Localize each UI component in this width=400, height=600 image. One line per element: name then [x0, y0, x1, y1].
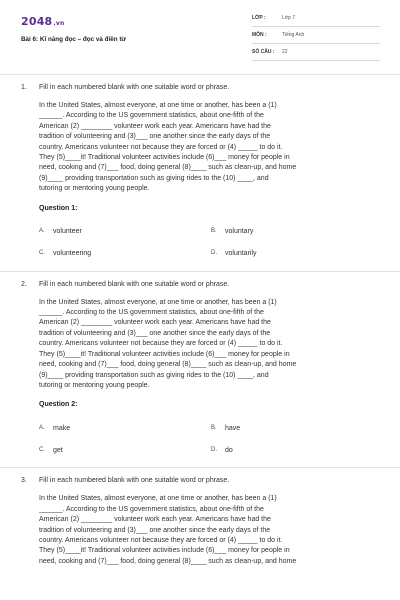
passage-line: country. Americans volunteer not because they are forced or (4) _____ to do it. [39, 143, 283, 151]
option-letter: B. [211, 424, 217, 431]
question-instruction: Fill in each numbered blank with one suitable word or phrase. [39, 280, 230, 288]
question-instruction: Fill in each numbered blank with one suitable word or phrase. [39, 477, 230, 485]
question-label: Question 2: [39, 401, 78, 409]
reading-passage [39, 494, 386, 567]
option-d[interactable] [211, 250, 383, 257]
question-number: 1. [21, 84, 27, 91]
option-text: do [225, 446, 233, 454]
meta-table [252, 10, 380, 61]
option-letter: C. [39, 250, 45, 257]
option-text: make [53, 424, 71, 432]
question-label: Question 1: [39, 204, 78, 212]
question-list [0, 75, 400, 567]
answer-options [39, 221, 386, 265]
passage-line: American (2) ________ volunteer work each year. Americans have had the [39, 319, 271, 327]
option-letter: A. [39, 228, 45, 235]
option-row [39, 439, 386, 461]
meta-key: LỚP : [252, 15, 266, 21]
option-row [39, 243, 386, 265]
passage-line: In the United States, almost everyone, at one time or another, has been a (1) [39, 495, 277, 503]
passage-line: They (5)____it! Traditional volunteer activities include (6)___ money for people in [39, 547, 290, 555]
passage-line: need, cooking and (7)___ food, doing general (8)____ such as clean-up, and home [39, 164, 297, 172]
answer-options [39, 417, 386, 461]
passage-line: tutoring or mentoring young people. [39, 381, 150, 389]
meta-value: 22 [282, 49, 288, 55]
reading-passage [39, 101, 386, 195]
passage-line: American (2) ________ volunteer work each year. Americans have had the [39, 516, 271, 524]
question-block [0, 280, 400, 462]
passage-line: tradition of volunteering and (3)___ one another since the early days of the [39, 526, 271, 534]
meta-row-subject [252, 27, 380, 44]
passage-line: country. Americans volunteer not because they are forced or (4) _____ to do it. [39, 340, 283, 348]
question-instruction: Fill in each numbered blank with one suitable word or phrase. [39, 84, 230, 91]
meta-key: SỐ CÂU : [252, 49, 275, 55]
meta-row-class [252, 10, 380, 27]
question-block [0, 476, 400, 567]
logo-tld: .vn [53, 20, 65, 27]
divider [0, 467, 400, 468]
meta-value: Lớp 7 [282, 15, 296, 21]
option-letter: D. [211, 446, 217, 453]
question-header [0, 476, 400, 486]
passage-line: They (5)____it! Traditional volunteer activities include (6)___ money for people in [39, 350, 290, 358]
option-text: volunteer [53, 228, 82, 236]
passage-line: tradition of volunteering and (3)___ one another since the early days of the [39, 133, 271, 141]
question-header [0, 280, 400, 290]
option-c[interactable] [39, 447, 211, 454]
reading-passage [39, 298, 386, 392]
option-text: have [225, 424, 241, 432]
option-letter: C. [39, 446, 45, 453]
option-text: voluntarily [225, 250, 257, 258]
passage-line: In the United States, almost everyone, at one time or another, has been a (1) [39, 102, 277, 109]
logo-main: 2048 [21, 15, 53, 28]
option-a[interactable] [39, 425, 211, 432]
passage-line: They (5)____it! Traditional volunteer activities include (6)___ money for people in [39, 154, 290, 162]
meta-row-count [252, 44, 380, 61]
question-block [0, 75, 400, 265]
passage-line: (9)____ providing transportation such as giving rides to the (10) ____, and [39, 174, 269, 182]
passage-line: American (2) ________ volunteer work each year. Americans have had the [39, 122, 271, 130]
option-text: voluntary [225, 228, 254, 236]
site-logo[interactable] [21, 15, 64, 28]
meta-value: Tiếng Anh [282, 32, 305, 38]
page-header [0, 0, 400, 75]
passage-line: ______. According to the US government statistics, about one-fifth of the [39, 112, 264, 120]
option-letter: A. [39, 424, 45, 431]
passage-line: tradition of volunteering and (3)___ one another since the early days of the [39, 329, 271, 337]
question-number: 3. [21, 477, 27, 485]
option-c[interactable] [39, 250, 211, 257]
lesson-title: Bài 6: Kĩ năng đọc – đọc và điền từ [21, 36, 126, 43]
passage-line: In the United States, almost everyone, at one time or another, has been a (1) [39, 298, 277, 306]
option-row [39, 417, 386, 439]
option-row [39, 221, 386, 243]
meta-key: MÔN : [252, 32, 267, 38]
option-b[interactable] [211, 425, 383, 432]
passage-line: need, cooking and (7)___ food, doing general (8)____ such as clean-up, and home [39, 557, 297, 565]
passage-line: ______. According to the US government statistics, about one-fifth of the [39, 505, 264, 513]
question-number: 2. [21, 280, 27, 288]
option-letter: B. [211, 228, 217, 235]
passage-line: (9)____ providing transportation such as giving rides to the (10) ____, and [39, 371, 269, 379]
passage-line: need, cooking and (7)___ food, doing general (8)____ such as clean-up, and home [39, 361, 297, 369]
passage-line: ______. According to the US government statistics, about one-fifth of the [39, 309, 264, 317]
option-text: get [53, 446, 63, 454]
question-header [0, 83, 400, 93]
passage-line: country. Americans volunteer not because they are forced or (4) _____ to do it. [39, 536, 283, 544]
passage-line: tutoring or mentoring young people. [39, 185, 150, 193]
option-d[interactable] [211, 447, 383, 454]
option-b[interactable] [211, 228, 383, 235]
option-letter: D. [211, 250, 217, 257]
option-text: volunteering [53, 250, 92, 258]
divider [0, 271, 400, 272]
option-a[interactable] [39, 228, 211, 235]
